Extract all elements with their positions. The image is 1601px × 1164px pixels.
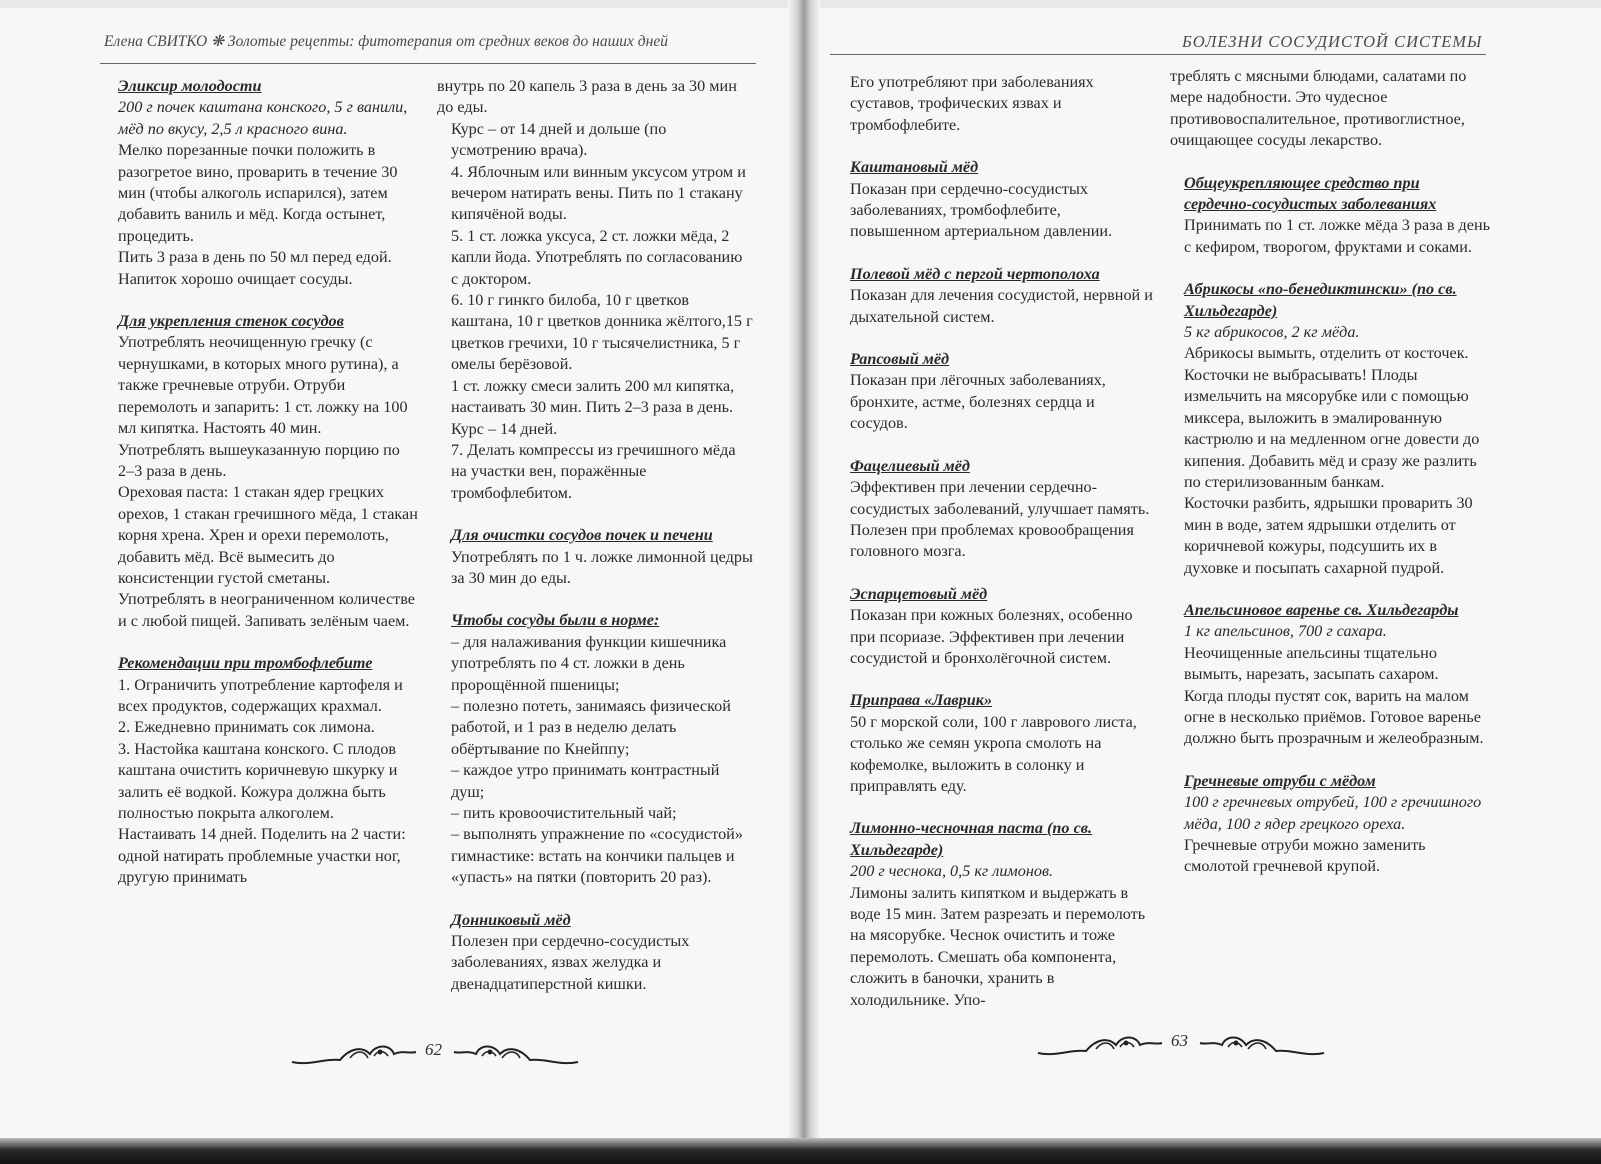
paragraph: Ореховая паста: 1 стакан ядер грецких орехов, 1 стакан гречишного мёда, 1 стакан корня хрена. Хрен и орехи перемолоть, добавить мёд. Всё вымесить до консистенции густой сметаны. xyxy=(118,483,418,587)
paragraph: Лимоны залить кипятком и выдержать в воде 15 мин. Затем разрезать и перемолоть на мясорубке. Чеснок очистить и тоже перемолоть. Смешать оба компонента, сложить в баночки, хранить в холодильнике. Упо- xyxy=(850,883,1146,1009)
paragraph: 5. 1 ст. ложка уксуса, 2 ст. ложки мёда, 2 капли йода. Употреблять по согласованию с доктором. xyxy=(451,226,743,288)
header-rule-left xyxy=(100,63,756,64)
column-4 xyxy=(1170,66,1490,878)
ingredients: 200 г почек каштана конского, 5 г ванили, мёд по вкусу, 2,5 л красного вина. xyxy=(118,98,408,138)
paragraph: Напиток хорошо очищает сосуды. xyxy=(118,269,353,288)
paragraph: 50 г морской соли, 100 г лаврового листа, столько же семян укропа смолоть на кофемолке, выложить в солонку и приправлять еду. xyxy=(850,712,1137,795)
ingredients: 5 кг абрикосов, 2 кг мёда. xyxy=(1184,323,1360,342)
paragraph: Абрикосы вымыть, отделить от косточек. Косточки не выбрасывать! Плоды измельчить на мясорубке или с помощью миксера, выложить в эмалированную кастрюлю и на медленном огне довести до кипения. Добавить мёд и сразу же разлить по стерилизованным банкам. xyxy=(1184,344,1480,491)
paragraph: 6. 10 г гинкго билоба, 10 г цветков каштана, 10 г цветков донника жёлтого,15 г цветков гречихи, 10 г тысячелистника, 5 г омелы берёзовой. xyxy=(451,291,753,374)
recipe-heading: Донниковый мёд xyxy=(451,910,571,929)
scan-bottom-edge xyxy=(0,1138,1601,1164)
recipe-heading: Фацелиевый мёд xyxy=(850,456,970,475)
paragraph: Пить 3 раза в день по 50 мл перед едой. xyxy=(118,248,392,267)
paragraph: 1. Ограничить употребление картофеля и всех продуктов, содержащих крахмал. xyxy=(118,675,403,715)
recipe-heading: Абрикосы «по-бенедиктински» (по св. Хильдегарде) xyxy=(1184,280,1457,320)
recipe-heading: Чтобы сосуды были в норме: xyxy=(451,611,660,630)
paragraph: Принимать по 1 ст. ложке мёда 3 раза в день с кефиром, творогом, фруктами и соками. xyxy=(1184,216,1490,256)
paragraph: Полезен при сердечно-сосудистых заболеваниях, язвах желудка и двенадцатиперстной кишки. xyxy=(451,932,690,993)
flourish-ornament-icon xyxy=(290,1040,420,1070)
paragraph: Его употребляют при заболеваниях суставов, трофических язвах и тромбофлебите. xyxy=(850,73,1094,134)
recipe-heading: Гречневые отруби с мёдом xyxy=(1184,771,1376,790)
list-item: – полезно потеть, занимаясь физической работой, и 1 раз в неделю делать обёртывание по Кнейппу; xyxy=(451,696,731,758)
recipe-heading: Для укрепления стенок сосудов xyxy=(118,312,344,331)
paragraph: Курс – 14 дней. xyxy=(451,419,558,438)
list-item: – пить кровоочистительный чай; xyxy=(451,804,677,822)
ingredients: 200 г чеснока, 0,5 кг лимонов. xyxy=(850,862,1054,881)
list-item: – выполнять упражнение по «сосудистой» гимнастике: встать на кончики пальцев и «упасть» на пятки (повторить 20 раз). xyxy=(451,825,743,887)
recipe-heading: Эликсир молодости xyxy=(118,77,262,95)
column-1 xyxy=(104,76,418,889)
running-head-left: Елена СВИТКО ❋ Золотые рецепты: фитотерапия от средних веков до наших дней xyxy=(104,33,668,50)
paragraph: Настаивать 14 дней. Поделить на 2 части: одной натирать проблемные участки ног, другую принимать xyxy=(118,825,406,887)
paragraph: Употреблять неочищенную гречку (с чернушками, в которых много рутина), а также гречневые отруби. Отруби перемолоть и запарить: 1 ст. ложку на 100 мл кипятка. Настоять 40 мин. xyxy=(118,333,408,438)
paragraph: Показан при кожных болезнях, особенно при псориазе. Эффективен при лечении сосудистой и бронхолёгочной систем. xyxy=(850,606,1133,667)
list-item: – для налаживания функции кишечника употреблять по 4 ст. ложки в день пророщённой пшеницы; xyxy=(451,632,727,694)
paragraph: 3. Настойка каштана конского. С плодов каштана очистить коричневую шкурку и залить её водкой. Кожура должна быть полностью покрыта алкоголем. xyxy=(118,739,398,822)
paragraph: Показан для лечения сосудистой, нервной и дыхательной систем. xyxy=(850,286,1153,326)
recipe-heading: Каштановый мёд xyxy=(850,158,979,177)
list-item: – каждое утро принимать контрастный душ; xyxy=(451,761,720,801)
recipe-heading: Полевой мёд с пергой чертополоха xyxy=(850,264,1100,283)
paragraph: Показан при сердечно-сосудистых заболеваниях, тромбофлебите, повышенном артериальном давлении. xyxy=(850,179,1113,241)
book-gutter xyxy=(788,0,820,1146)
recipe-heading: Апельсиновое варенье св. Хильдегарды xyxy=(1184,600,1459,619)
paragraph: Косточки разбить, ядрышки проварить 30 мин в воде, затем ядрышки отделить от коричневой кожуры, подсушить их в духовке и посыпать сахарной пудрой. xyxy=(1184,494,1473,577)
paragraph: Когда плоды пустят сок, варить на малом огне в несколько приёмов. Готовое варенье должно быть прозрачным и желеобразным. xyxy=(1184,686,1484,748)
paragraph: Неочищенные апельсины тщательно вымыть, нарезать, засыпать сахаром. xyxy=(1184,643,1439,684)
paragraph: Мелко порезанные почки положить в разогретое вино, проварить в течение 30 мин (чтобы алкоголь испарился), затем добавить ваниль и мёд. Когда остынет, процедить. xyxy=(118,141,398,245)
recipe-heading: Лимонно-чесночная паста (по св. Хильдегарде) xyxy=(850,819,1093,859)
paragraph: Употреблять в неограниченном количестве и с любой пищей. Запивать зелёным чаем. xyxy=(118,590,415,630)
paragraph: внутрь по 20 капель 3 раза в день за 30 мин до еды. xyxy=(437,77,737,117)
page-number-right: 63 xyxy=(1171,1031,1188,1050)
recipe-heading: Приправа «Лаврик» xyxy=(850,691,993,710)
paragraph: 4. Яблочным или винным уксусом утром и вечером натирать вены. Пить по 1 стакану кипячёной воды. xyxy=(451,162,746,224)
paragraph: Употреблять по 1 ч. ложке лимонной цедры за 30 мин до еды. xyxy=(451,547,753,587)
paragraph: 7. Делать компрессы из гречишного мёда на участки вен, поражённые тромбофлебитом. xyxy=(451,440,736,502)
column-2 xyxy=(437,76,753,995)
paragraph: Эффективен при лечении сердечно-сосудистых заболеваний, улучшает память. Полезен при проблемах кровообращения головного мозга. xyxy=(850,478,1150,561)
paragraph: Показан при лёгочных заболеваниях, бронхите, астме, болезнях сердца и сосудов. xyxy=(850,371,1106,433)
recipe-heading: Рапсовый мёд xyxy=(850,350,950,369)
running-head-right: БОЛЕЗНИ СОСУДИСТОЙ СИСТЕМЫ xyxy=(1182,32,1482,51)
ingredients: 100 г гречневых отрубей, 100 г гречишного мёда, 100 г ядер грецкого ореха. xyxy=(1184,793,1482,833)
recipe-heading: Рекомендации при тромбофлебите xyxy=(118,654,373,673)
ingredients: 1 кг апельсинов, 700 г сахара. xyxy=(1184,622,1387,641)
paragraph: Курс – от 14 дней и дольше (по усмотрению врача). xyxy=(451,119,667,160)
paragraph: 2. Ежедневно принимать сок лимона. xyxy=(118,718,375,737)
paragraph: треблять с мясными блюдами, салатами по мере надобности. Это чудесное противовоспалительное, противоглистное, очищающее сосуды лекарство. xyxy=(1170,67,1467,150)
recipe-heading: Для очистки сосудов почек и печени xyxy=(451,526,713,545)
page-number-left: 62 xyxy=(425,1040,442,1059)
recipe-heading: Эспарцетовый мёд xyxy=(850,584,988,603)
recipe-heading: Общеукрепляющее средство при сердечно-сосудистых заболеваниях xyxy=(1184,173,1437,214)
column-3 xyxy=(836,72,1154,1011)
flourish-ornament-icon xyxy=(1196,1031,1326,1061)
paragraph: Гречневые отруби можно заменить смолотой гречневой крупой. xyxy=(1184,836,1426,876)
paragraph: Употреблять вышеуказанную порцию по 2–3 раза в день. xyxy=(118,440,400,480)
flourish-ornament-icon xyxy=(1036,1031,1166,1061)
header-rule-right xyxy=(830,54,1486,55)
paragraph: 1 ст. ложку смеси залить 200 мл кипятка, настаивать 30 мин. Пить 2–3 раза в день. xyxy=(451,376,735,417)
flourish-ornament-icon xyxy=(450,1040,580,1070)
